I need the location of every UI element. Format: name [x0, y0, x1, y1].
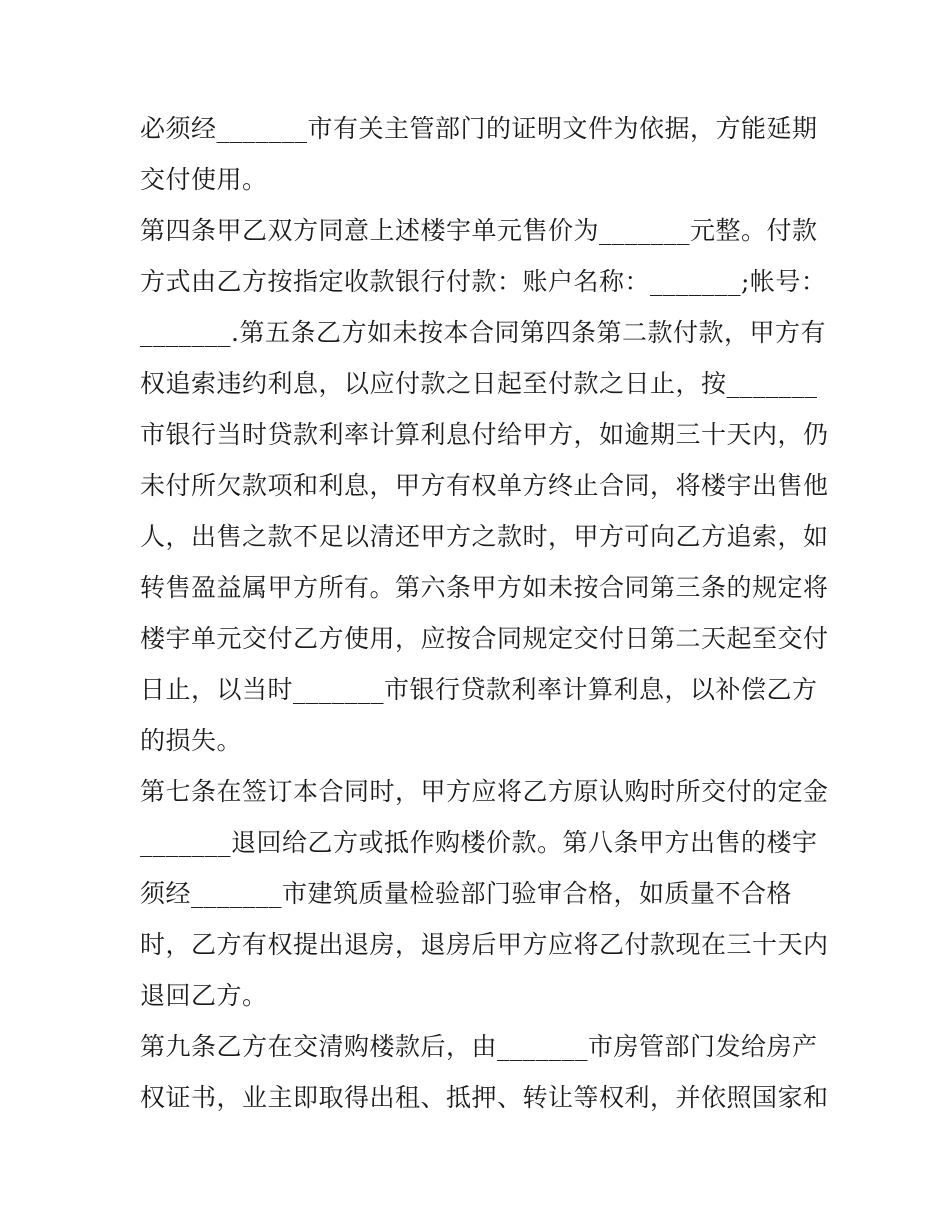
text-line: 退回乙方。 [140, 981, 268, 1010]
text-line: _______退回给乙方或抵作购楼价款。第八条甲方出售的楼宇 [140, 828, 818, 857]
text-line: 未付所欠款项和利息，甲方有权单方终止合同，将楼宇出售他 [140, 471, 829, 500]
text-line: 的损失。 [140, 726, 243, 755]
text-line: 须经_______市建筑质量检验部门验审合格，如质量不合格 [140, 879, 793, 908]
text-line: 楼宇单元交付乙方使用，应按合同规定交付日第二天起至交付 [140, 624, 829, 653]
text-line: _______.第五条乙方如未按本合同第四条第二款付款，甲方有 [140, 318, 826, 347]
text-line: 第四条甲乙双方同意上述楼宇单元售价为_______元整。付款 [140, 216, 818, 245]
text-line: 第七条在签订本合同时，甲方应将乙方原认购时所交付的定金 [140, 777, 829, 806]
text-line: 权追索违约利息，以应付款之日起至付款之日止，按_______ [140, 369, 818, 398]
text-line: 权证书，业主即取得出租、抵押、转让等权利，并依照国家和 [140, 1083, 829, 1112]
text-line: 必须经_______市有关主管部门的证明文件为依据，方能延期 [140, 114, 818, 143]
text-line: 转售盈益属甲方所有。第六条甲方如未按合同第三条的规定将 [140, 573, 829, 602]
text-line: 方式由乙方按指定收款银行付款：账户名称：_______;帐号： [140, 267, 827, 296]
text-line: 市银行当时贷款利率计算利息付给甲方，如逾期三十天内，仍 [140, 420, 829, 449]
text-line: 交付使用。 [140, 165, 268, 194]
text-line: 第九条乙方在交清购楼款后，由_______市房管部门发给房产 [140, 1032, 818, 1061]
text-line: 日止，以当时_______市银行贷款利率计算利息，以补偿乙方 [140, 675, 818, 704]
text-line: 人，出售之款不足以清还甲方之款时，甲方可向乙方追索，如 [140, 522, 829, 551]
text-line: 时，乙方有权提出退房，退房后甲方应将乙付款现在三十天内 [140, 930, 829, 959]
